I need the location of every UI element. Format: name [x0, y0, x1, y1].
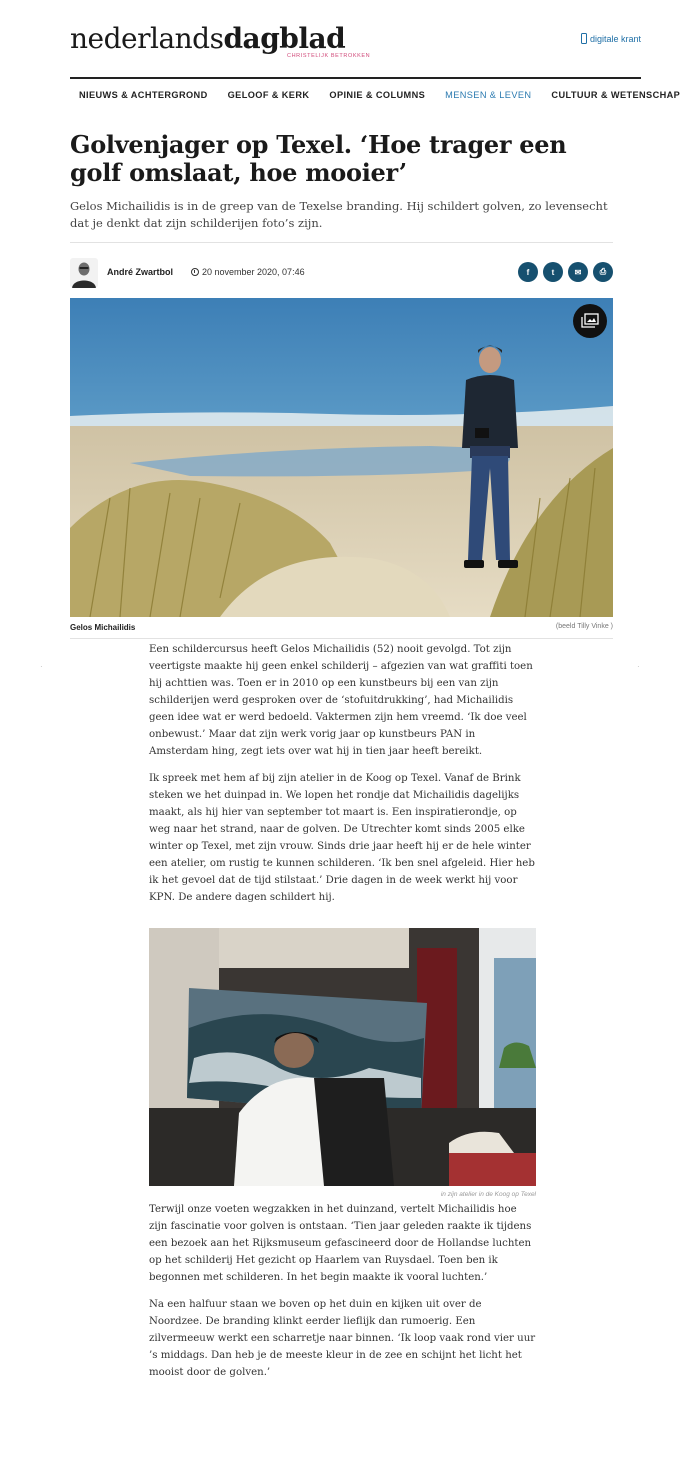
nav-item-geloof[interactable]: GELOOF & KERK	[227, 90, 310, 100]
tablet-icon	[581, 33, 587, 44]
article-title: Golvenjager op Texel. ‘Hoe trager een golf omslaat, hoe mooier’	[70, 130, 567, 187]
twitter-icon[interactable]: t	[543, 262, 563, 282]
nav-item-opinie[interactable]: OPINIE & COLUMNS	[329, 90, 426, 100]
mail-icon[interactable]: ✉	[568, 262, 588, 282]
publish-date	[191, 267, 305, 277]
site-logo[interactable]	[70, 22, 345, 55]
main-nav	[70, 77, 681, 111]
logo-bold: dagblad	[223, 22, 346, 55]
logo-tagline: CHRISTELIJK BETROKKEN	[287, 53, 371, 59]
clock-icon	[191, 268, 199, 276]
site-header	[70, 0, 641, 80]
print-icon[interactable]: ⎙	[593, 262, 613, 282]
facebook-icon[interactable]: f	[518, 262, 538, 282]
article-paragraph: Ik spreek met hem af bij zijn atelier in de Koog op Texel. Vanaf de Brink steken we het duinpad in. We lopen het rondje dat Michailidis dagelijks maakt, als hij hier van september tot maart is. Een inspiratierondje, op weg naar het strand, naar de golven. De Utrechter komt sinds 2005 elke winter op Texel, met zijn vrouw. Sinds drie jaar heeft hij er de hele winter een atelier, om rustig te kunnen schilderen. ‘Ik ben snel afgeleid. Hier heb ik het gevoel dat de tijd stilstaat.’ Drie dagen in de week werkt hij voor KPN. De andere dagen schildert hij.	[149, 773, 535, 903]
article-paragraph: Een schildercursus heeft Gelos Michailidis (52) nooit gevolgd. Tot zijn veertigste maakte hij geen enkel schilderij – afgezien van wat graffiti toen hij achttien was. Toen er in 2010 op een kunstbeurs bij een van zijn schilderijen werd gesproken over de ‘stofuitdrukking’, had Michailidis geen idee wat er werd bedoeld. Vaktermen zijn hem vreemd. ‘Ik doe veel onbewust.’ Maar dat zijn werk vorig jaar op kunstbeurs PAN in Amsterdam hing, zegt iets over wat hij in tien jaar heeft bereikt.	[149, 644, 533, 757]
logo-light: nederlands	[70, 22, 224, 55]
digital-edition-link[interactable]	[581, 33, 641, 44]
nav-item-nieuws[interactable]: NIEUWS & ACHTERGROND	[79, 90, 208, 100]
hero-caption: Gelos Michailidis	[70, 623, 136, 632]
article-paragraph: Na een halfuur staan we boven op het duin en kijken uit over de Noordzee. De branding klinkt eerder lieflijk dan rumoerig. Een zilvermeeuw werkt een scharretje naar binnen. ‘Ik loop vaak rond vier uur ’s middags. Dan heb je de meeste kleur in de zee en schijnt het licht het mooist door de golven.’	[149, 1299, 536, 1378]
author-name[interactable]: André Zwartbol	[107, 267, 174, 277]
article-paragraph: Terwijl onze voeten wegzakken in het duinzand, vertelt Michailidis hoe zijn fascinatie voor golven is ontstaan. ‘Tien jaar geleden raakte ik tijdens een bezoek aan het Rijksmuseum gefascineerd door de Hollandse luchten op het schilderij Het gezicht op Haarlem van Ruysdael. Toen ben ik begonnen met schilderen. In het begin maakte ik vooral luchten.’	[149, 1204, 532, 1283]
gallery-icon[interactable]	[573, 304, 607, 338]
share-buttons	[518, 262, 613, 282]
nav-item-cultuur[interactable]: CULTUUR & WETENSCHAP	[551, 90, 681, 100]
nav-item-mensen[interactable]: MENSEN & LEVEN	[445, 90, 532, 100]
decorative-dot: ·	[637, 662, 640, 671]
hero-credit: (beeld Tilly Vinke )	[555, 623, 613, 630]
author-avatar[interactable]	[70, 258, 98, 288]
hero-image[interactable]	[70, 298, 613, 617]
divider	[70, 242, 613, 243]
publish-date-text: 20 november 2020, 07:46	[202, 267, 305, 277]
inline-photo-caption: in zijn atelier in de Koog op Texel	[440, 1191, 536, 1198]
digital-edition-label: digitale krant	[589, 33, 641, 44]
article-intro: Gelos Michailidis is in de greep van de Texelse branding. Hij schildert golven, zo levensecht dat je denkt dat zijn schilderijen foto’s zijn.	[70, 199, 608, 230]
decorative-dot: ·	[40, 662, 43, 671]
byline	[70, 257, 613, 289]
hero-caption-row	[70, 621, 613, 639]
inline-photo[interactable]	[149, 928, 536, 1186]
